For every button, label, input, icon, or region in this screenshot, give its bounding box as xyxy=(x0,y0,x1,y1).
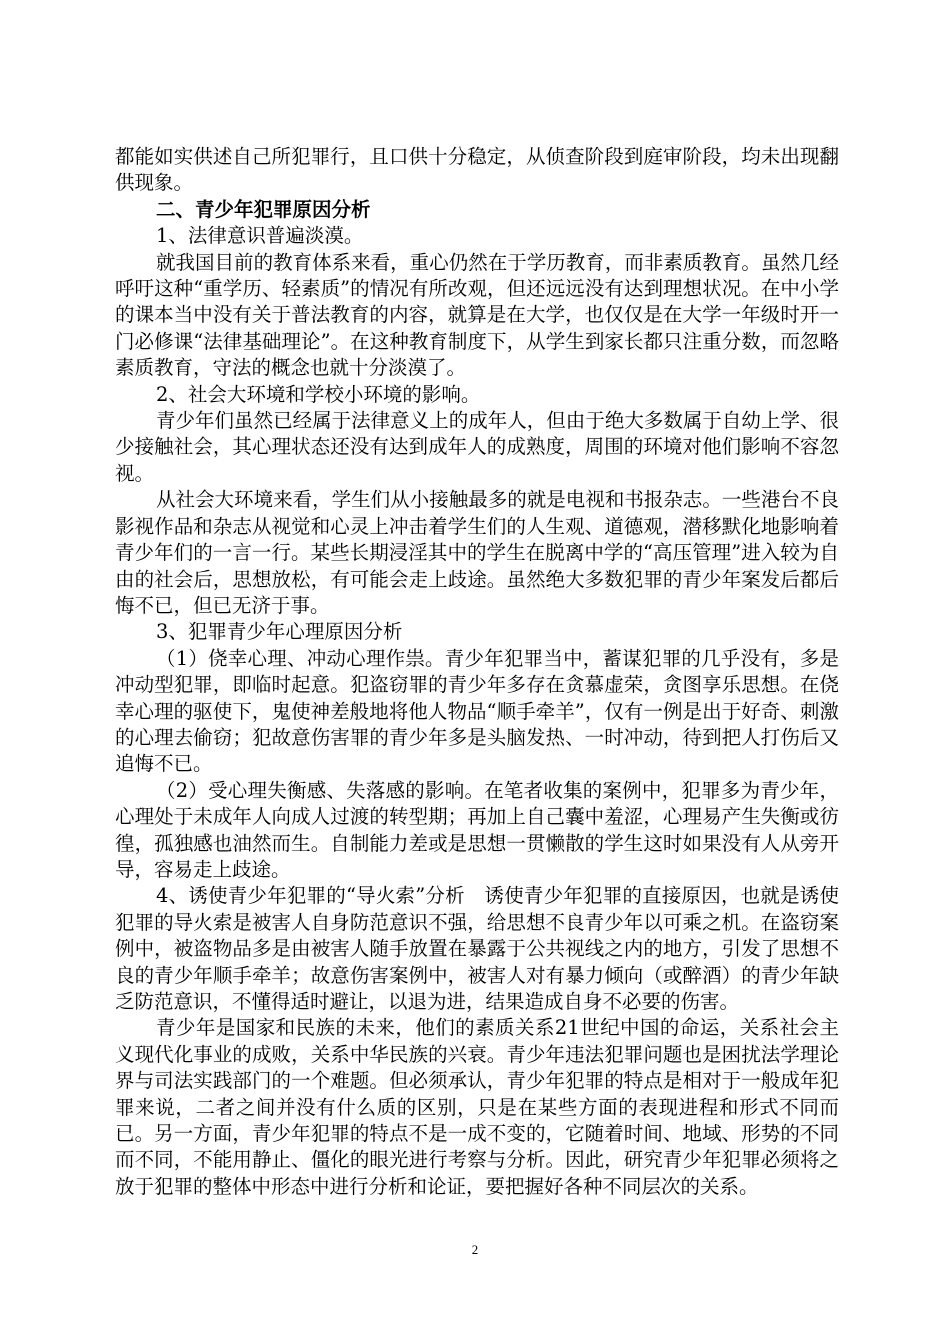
paragraph: 就我国目前的教育体系来看，重心仍然在于学历教育，而非素质教育。虽然几经呼吁这种“重学历、轻素质”的情况有所改观，但还远远没有达到理想状况。在中小学的课本当中没有关于普法教育的内容，就算是在大学，也仅仅是在大学一年级时开一门必修课“法律基础理论”。在这种教育制度下，从学生到家长都只注重分数，而忽略素质教育，守法的概念也就十分淡漠了。 xyxy=(115,250,839,380)
paragraph: 从社会大环境来看，学生们从小接触最多的就是电视和书报杂志。一些港台不良影视作品和杂志从视觉和心灵上冲击着学生们的人生观、道德观，潜移默化地影响着青少年们的一言一行。某些长期浸淫其中的学生在脱离中学的“高压管理”进入较为自由的社会后，思想放松，有可能会走上歧途。虽然绝大多数犯罪的青少年案发后都后悔不已，但已无济于事。 xyxy=(115,488,839,617)
paragraph: 青少年是国家和民族的未来，他们的素质关系21世纪中国的命运，关系社会主义现代化事业的成败，关系中华民族的兴衰。青少年违法犯罪问题也是困扰法学理论界与司法实践部门的一个难题。但必须承认，青少年犯罪的特点是相对于一般成年犯罪来说，二者之间并没有什么质的区别，只是在某些方面的表现进程和形式不同而已。另一方面，青少年犯罪的特点不是一成不变的，它随着时间、地域、形势的不同而不同，不能用静止、僵化的眼光进行考察与分析。因此，研究青少年犯罪必须将之放于犯罪的整体中形态中进行分析和论证，要把握好各种不同层次的关系。 xyxy=(115,1016,839,1198)
paragraph-continuation: 都能如实供述自己所犯罪行，且口供十分稳定，从侦查阶段到庭审阶段，均未出现翻供现象。 xyxy=(115,145,839,195)
subsection-heading-1: 1、法律意识普遍淡漠。 xyxy=(156,224,364,248)
document-body xyxy=(115,144,839,1200)
paragraph: 青少年们虽然已经属于法律意义上的成年人，但由于绝大多数属于自幼上学、很少接触社会，其心理状态还没有达到成年人的成熟度，周围的环境对他们影响不容忽视。 xyxy=(115,409,839,485)
subsection-heading-3: 3、犯罪青少年心理原因分析 xyxy=(156,620,403,644)
page-number: 2 xyxy=(471,1242,479,1257)
paragraph: （2）受心理失衡感、失落感的影响。在笔者收集的案例中，犯罪多为青少年，心理处于未成年人向成人过渡的转型期；再加上自己囊中羞涩，心理易产生失衡或彷徨，孤独感也油然而生。自制能力差或是思想一贯懒散的学生这时如果没有人从旁开导，容易走上歧途。 xyxy=(115,778,839,881)
paragraph: （1）侥幸心理、冲动心理作祟。青少年犯罪当中，蓄谋犯罪的几乎没有，多是冲动型犯罪，即临时起意。犯盗窃罪的青少年多存在贪慕虚荣，贪图享乐思想。在侥幸心理的驱使下，鬼使神差般地将他人物品“顺手牵羊”，仅有一例是出于好奇、刺激的心理去偷窃；犯故意伤害罪的青少年多是头脑发热、一时冲动，待到把人打伤后又追悔不已。 xyxy=(115,646,839,776)
subsection-heading-2: 2、社会大环境和学校小环境的影响。 xyxy=(156,382,481,406)
section-heading: 二、青少年犯罪原因分析 xyxy=(156,197,371,221)
paragraph: 4、诱使青少年犯罪的“导火索”分析 诱使青少年犯罪的直接原因，也就是诱使犯罪的导火索是被害人自身防范意识不强，给思想不良青少年以可乘之机。在盗窃案例中，被盗物品多是由被害人随手放置在暴露于公共视线之内的地方，引发了思想不良的青少年顺手牵羊；故意伤害案例中，被害人对有暴力倾向（或醉酒）的青少年缺乏防范意识，不懂得适时避让，以退为进，结果造成自身不必要的伤害。 xyxy=(115,884,839,1013)
